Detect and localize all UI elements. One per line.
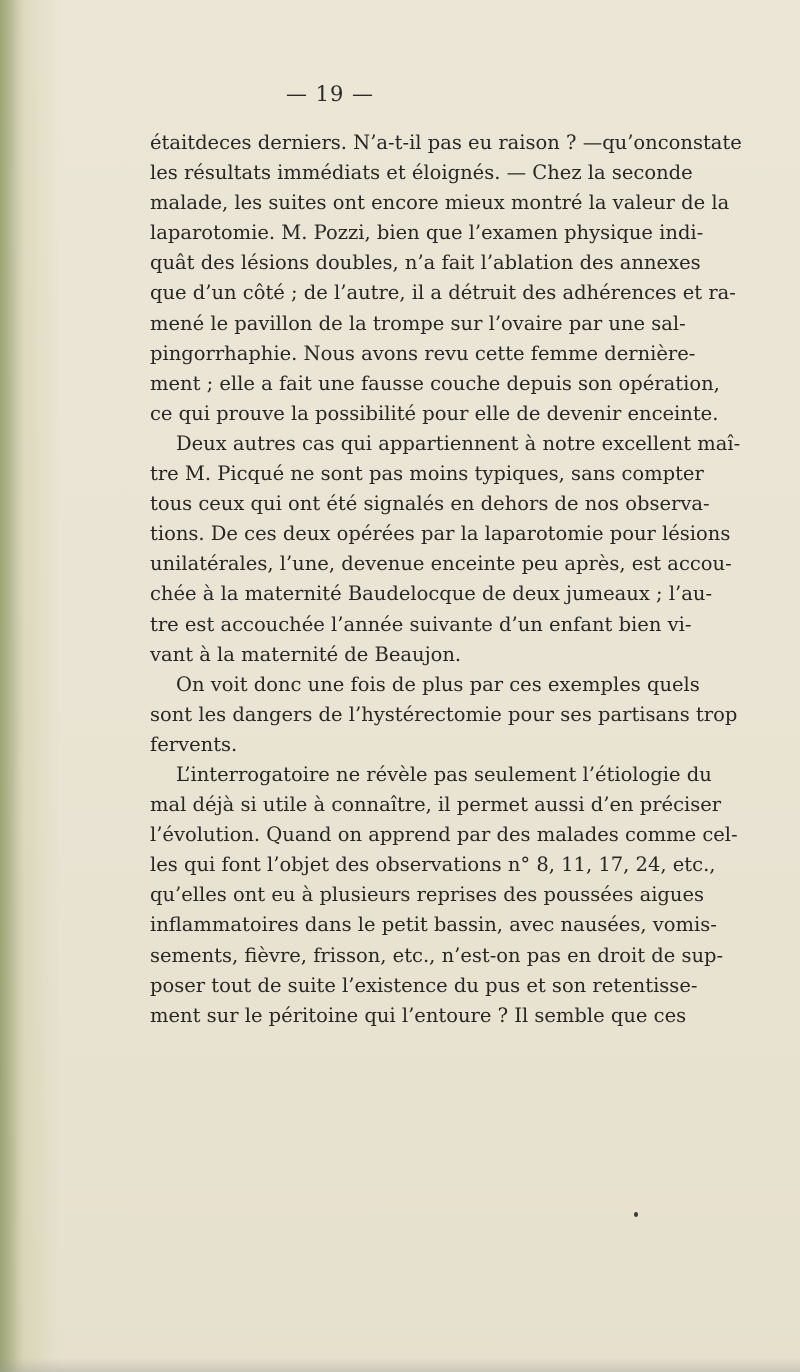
text-line: tous ceux qui ont été signalés en dehors de nos observa- — [150, 492, 710, 516]
text-line: inflammatoires dans le petit bassin, avec nausées, vomis- — [150, 913, 717, 937]
text-line: pingorrhaphie. Nous avons revu cette femme dernière- — [150, 341, 696, 365]
text-line: mené le pavillon de la trompe sur l’ovaire par une sal- — [150, 311, 686, 335]
body-text — [150, 128, 742, 1031]
page-bottom-edge — [0, 1358, 800, 1372]
text-line: qu’elles ont eu à plusieurs reprises des poussées aigues — [150, 883, 705, 907]
page-binding-shadow — [0, 0, 24, 1372]
text-line: mal déjà si utile à connaître, il permet aussi d’en préciser — [150, 793, 722, 817]
text-line: unilatérales, l’une, devenue enceinte peu après, est accou- — [150, 552, 732, 576]
text-line: L’interrogatoire ne révèle pas seulement l’étiologie du — [176, 762, 712, 786]
text-line: ment ; elle a fait une fausse couche depuis son opération, — [150, 371, 720, 395]
text-line: tre est accouchée l’année suivante d’un enfant bien vi- — [150, 612, 692, 636]
text-line: Deux autres cas qui appartiennent à notre excellent maî- — [176, 431, 741, 455]
text-line: tre M. Picqué ne sont pas moins typiques, sans compter — [150, 462, 704, 486]
text-line: ment sur le péritoine qui l’entoure ? Il semble que ces — [150, 1003, 687, 1027]
text-line: sements, fièvre, frisson, etc., n’est-on pas en droit de sup- — [150, 943, 724, 967]
text-line: quât des lésions doubles, n’a fait l’ablation des annexes — [150, 251, 701, 275]
text-line: poser tout de suite l’existence du pus et son retentisse- — [150, 973, 698, 997]
page-number: — 19 — — [285, 82, 375, 106]
text-line: laparotomie. M. Pozzi, bien que l’examen physique indi- — [150, 221, 704, 245]
text-line: chée à la maternité Baudelocque de deux jumeaux ; l’au- — [150, 582, 713, 606]
text-line: ce qui prouve la possibilité pour elle de devenir enceinte. — [150, 401, 719, 425]
text-line: On voit donc une fois de plus par ces exemples quels — [176, 672, 700, 696]
text-line: vant à la maternité de Beaujon. — [150, 642, 462, 666]
text-line: étaitdeces derniers. N’a-t-il pas eu raison ? —qu’onconstate — [150, 131, 742, 154]
text-line: l’évolution. Quand on apprend par des malades comme cel- — [150, 823, 738, 847]
text-line: malade, les suites ont encore mieux montré la valeur de la — [150, 191, 730, 215]
text-line: les qui font l’objet des observations n° 8, 11, 17, 24, etc., — [150, 853, 716, 877]
text-line: que d’un côté ; de l’autre, il a détruit des adhérences et ra- — [150, 281, 736, 305]
text-line: tions. De ces deux opérées par la laparotomie pour lésions — [150, 522, 731, 546]
text-line: sont les dangers de l’hystérectomie pour ses partisans trop — [150, 702, 738, 726]
text-line: les résultats immédiats et éloignés. — Chez la seconde — [150, 161, 693, 185]
text-line: fervents. — [150, 732, 238, 756]
ink-speck — [634, 1212, 638, 1217]
